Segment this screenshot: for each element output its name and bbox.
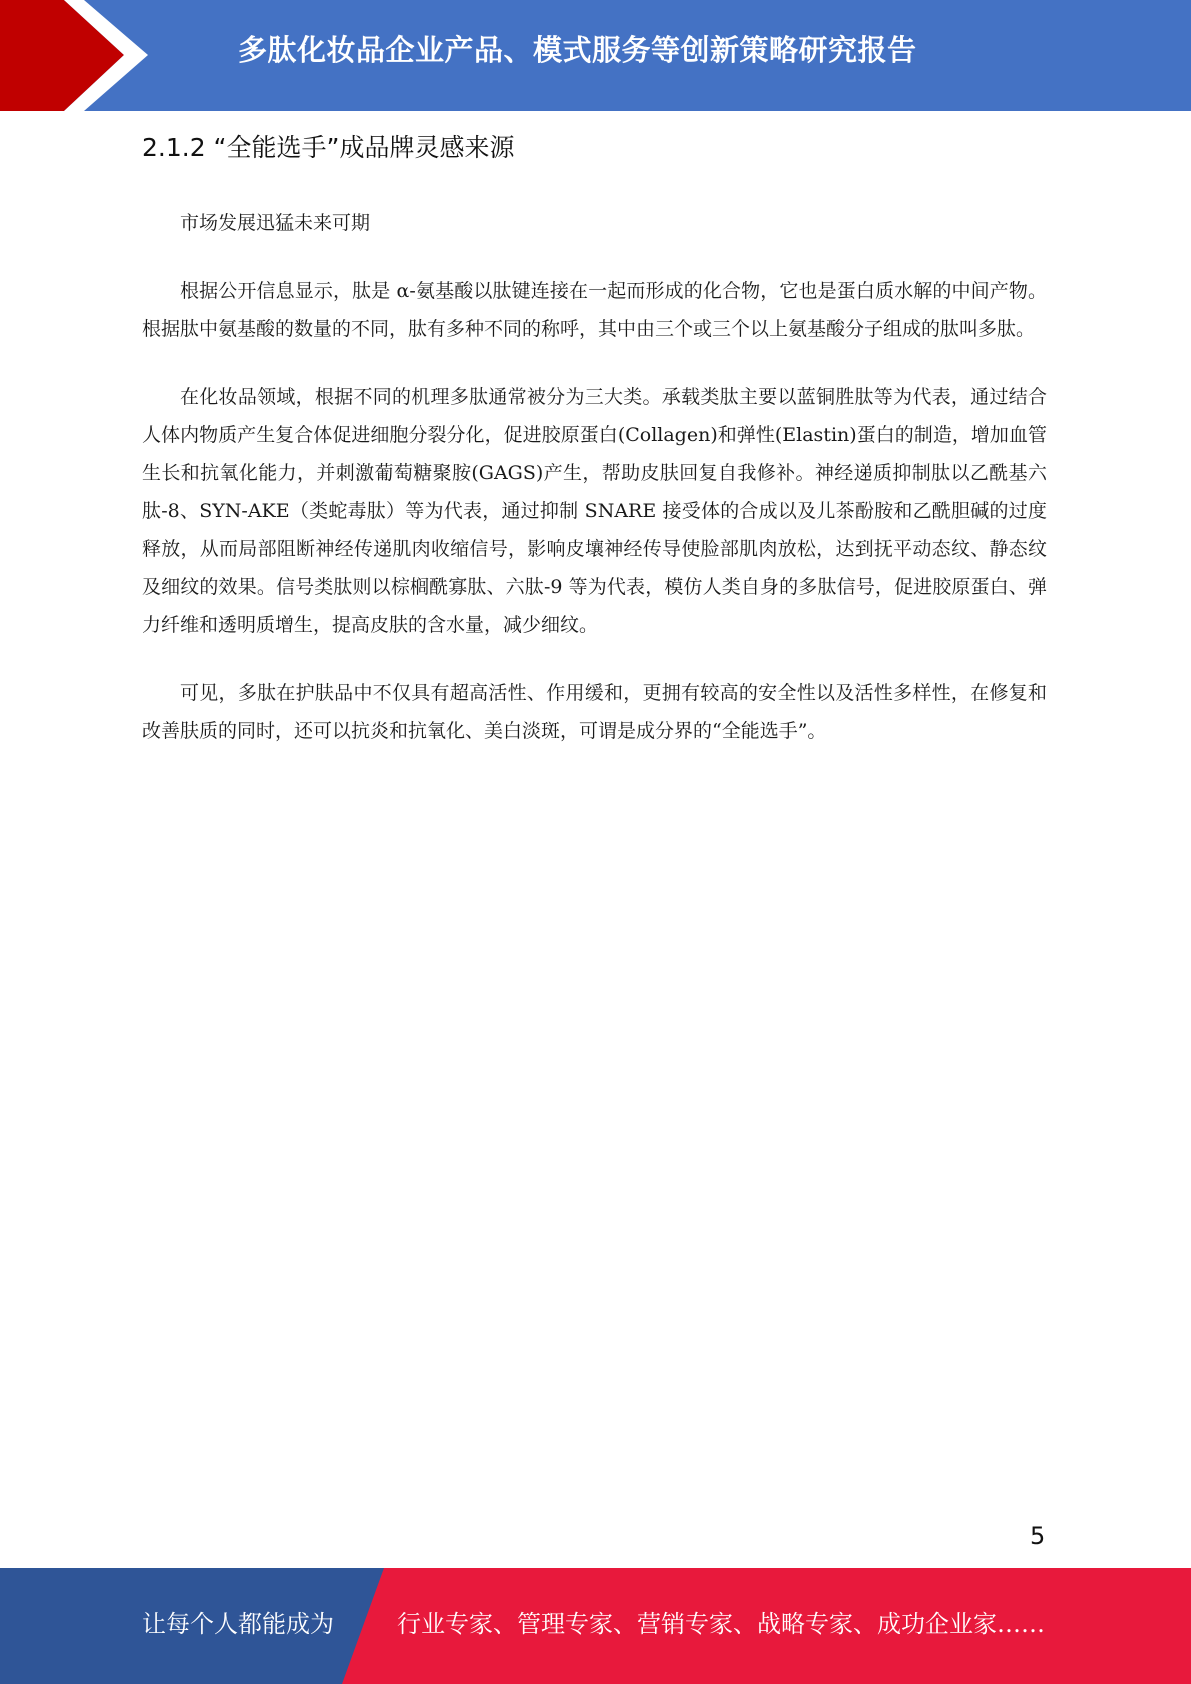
page-header [0, 0, 1191, 111]
paragraph-definition: 根据公开信息显示，肽是 α-氨基酸以肽键连接在一起而形成的化合物，它也是蛋白质水解的中间产物。根据肽中氨基酸的数量的不同，肽有多种不同的称呼，其中由三个或三个以上氨基酸分子组成的肽叫多肽。 [142, 280, 1047, 340]
paragraph-conclusion: 可见，多肽在护肤品中不仅具有超高活性、作用缓和，更拥有较高的安全性以及活性多样性，在修复和改善肤质的同时，还可以抗炎和抗氧化、美白淡斑，可谓是成分界的“全能选手”。 [142, 682, 1047, 742]
page-footer [0, 1568, 1191, 1684]
body-content [142, 204, 1047, 780]
header-chevron-decoration [0, 0, 160, 111]
report-title: 多肽化妆品企业产品、模式服务等创新策略研究报告 [238, 33, 917, 67]
chevron-red-shape [0, 0, 124, 111]
paragraph-categories: 在化妆品领域，根据不同的机理多肽通常被分为三大类。承载类肽主要以蓝铜胜肽等为代表，通过结合人体内物质产生复合体促进细胞分裂分化，促进胶原蛋白(Collagen)和弹性(Elastin)蛋白的制造，增加血管生长和抗氧化能力，并刺激葡萄糖聚胺(GAGS)产生，帮助皮肤回复自我修补。神经递质抑制肽以乙酰基六肽-8、SYN-AKE（类蛇毒肽）等为代表，通过抑制 SNARE 接受体的合成以及儿茶酚胺和乙酰胆碱的过度释放，从而局部阻断神经传递肌肉收缩信号，影响皮壤神经传导使脸部肌肉放松，达到抚平动态纹、静态纹及细纹的效果。信号类肽则以棕榈酰寡肽、六肽-9 等为代表，模仿人类自身的多肽信号，促进胶原蛋白、弹力纤维和透明质增生，提高皮肤的含水量，减少细纹。 [142, 386, 1047, 636]
paragraph-subtitle: 市场发展迅猛未来可期 [180, 212, 371, 234]
page-number: 5 [1030, 1522, 1046, 1550]
footer-slogan-left: 让每个人都能成为 [142, 1610, 334, 1638]
section-heading: 2.1.2 “全能选手”成品牌灵感来源 [142, 133, 515, 162]
footer-slogan-right: 行业专家、管理专家、营销专家、战略专家、成功企业家…… [397, 1610, 1045, 1638]
